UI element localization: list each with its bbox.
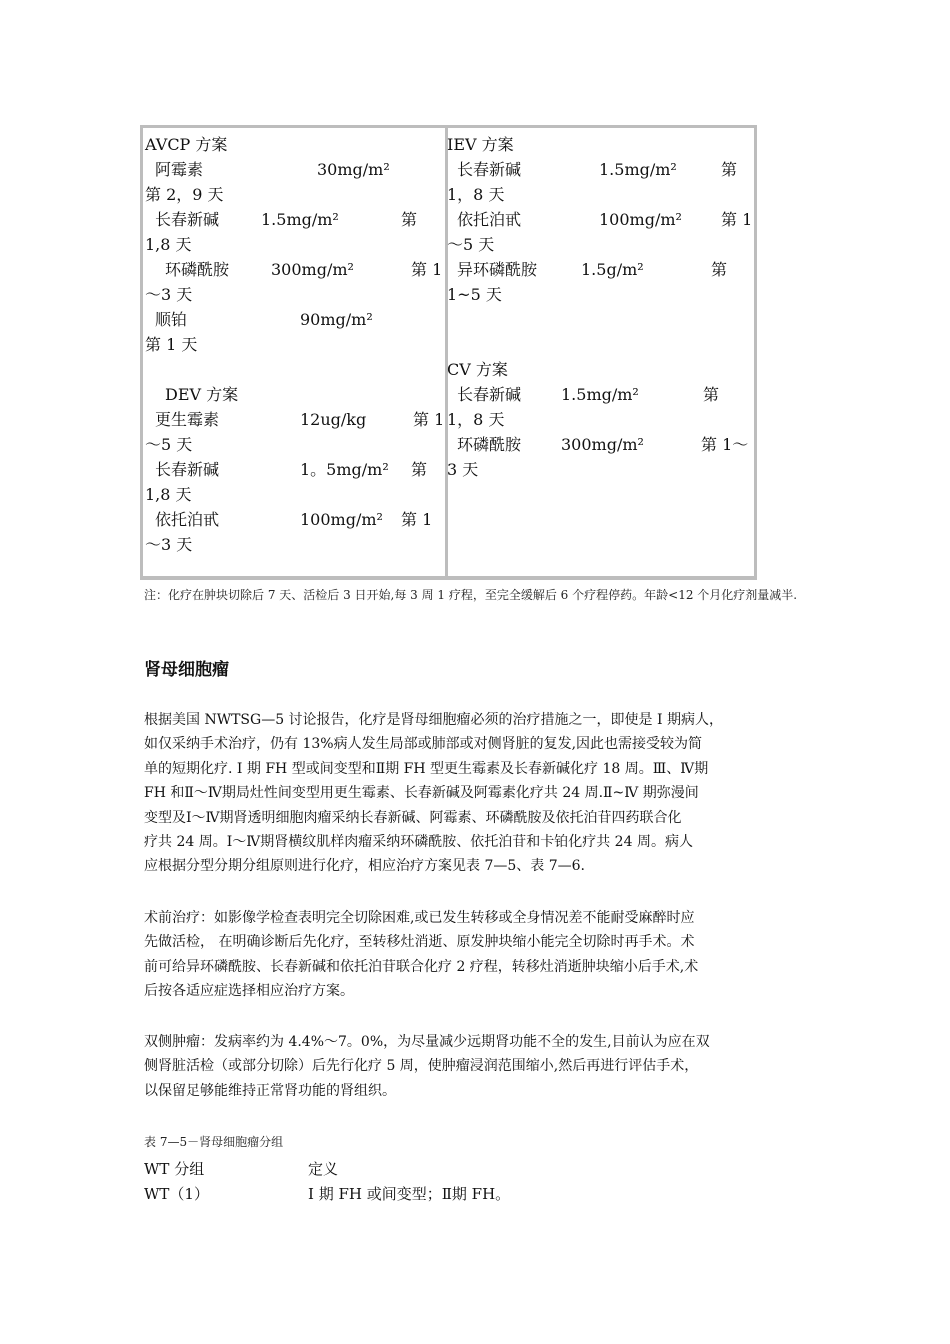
schedule: 1,8 天	[145, 235, 192, 254]
drug-name: 更生霉素	[155, 410, 220, 429]
drug-name: 阿霉素	[155, 160, 204, 179]
paragraph-chemo	[144, 708, 804, 879]
text-line: 根据美国 NWTSG—5 讨论报告，化疗是肾母细胞瘤必须的治疗措施之一，即使是 I 期病人，	[144, 712, 723, 728]
text-line: 疗共 24 周。Ⅰ～Ⅳ期肾横纹肌样肉瘤采纳环磷酰胺、依托泊苷和卡铂化疗共 24 周。病人	[144, 834, 693, 851]
schedule: 1，8 天	[447, 410, 505, 429]
text-line: 如仅采纳手术治疗，仍有 13%病人发生局部或肺部或对侧肾脏的复发,因此也需接受较为简	[144, 736, 703, 753]
table-row	[145, 257, 443, 282]
drug-name: 长春新碱	[155, 460, 220, 479]
drug-name: 依托泊甙	[155, 510, 220, 529]
dose: 100mg/m²	[300, 510, 383, 529]
table-row	[145, 332, 443, 357]
drug-name: 长春新碱	[457, 385, 522, 404]
dose: 12ug/kg	[300, 410, 367, 429]
table-row	[145, 457, 443, 482]
schedule: 第 1 天	[145, 335, 198, 354]
table-row	[145, 482, 443, 507]
dose: 100mg/m²	[599, 210, 682, 229]
schedule: 第 1	[411, 260, 443, 279]
schedule: 3 天	[447, 460, 479, 479]
dose: 1。5mg/m²	[300, 460, 389, 479]
spacer	[145, 357, 443, 382]
regimen-table	[140, 125, 757, 580]
regimen-title: CV 方案	[447, 360, 508, 379]
table-row	[145, 232, 443, 257]
table-row	[145, 307, 443, 332]
right-column	[447, 132, 755, 482]
table-inner-border	[143, 576, 754, 577]
schedule: 第	[721, 160, 738, 179]
schedule: 第 2，9 天	[145, 185, 224, 204]
schedule: 第 1	[721, 210, 753, 229]
paragraph-preop	[144, 906, 804, 1004]
schedule: 第	[401, 210, 418, 229]
text-line: 前可给异环磷酰胺、长春新碱和依托泊苷联合化疗 2 疗程，转移灶消逝肿块缩小后手术,术	[144, 958, 699, 975]
table-row	[145, 282, 443, 307]
regimen-title: DEV 方案	[165, 385, 239, 404]
drug-name: 异环磷酰胺	[457, 260, 538, 279]
spacer	[447, 307, 755, 357]
dose: 300mg/m²	[271, 260, 354, 279]
table-note: 注：化疗在肿块切除后 7 天、活检后 3 日开始,每 3 周 1 疗程，至完全缓解后 6 个疗程停药。年龄<12 个月化疗剂量减半.	[144, 588, 798, 602]
schedule: 第 1	[413, 410, 445, 429]
dev-title-row	[145, 382, 443, 407]
schedule: 第	[711, 260, 728, 279]
iev-title-row	[447, 132, 755, 157]
table-row	[447, 432, 755, 457]
dose: 1.5mg/m²	[561, 385, 639, 404]
drug-name: 环磷酰胺	[165, 260, 230, 279]
text-line: 双侧肿瘤：发病率约为 4.4%～7。0%，为尽量减少远期肾功能不全的发生,目前认为应在双	[144, 1034, 710, 1050]
text-line: 变型及Ⅰ～Ⅳ期肾透明细胞肉瘤采纳长春新碱、阿霉素、环磷酰胺及依托泊苷四药联合化	[144, 809, 682, 826]
schedule: 1，8 天	[447, 185, 505, 204]
drug-name: 长春新碱	[155, 210, 220, 229]
schedule: 第 1～	[701, 435, 749, 454]
table-cell: WT（1）	[144, 1185, 209, 1203]
section-heading: 肾母细胞瘤	[144, 660, 229, 680]
table-row	[145, 157, 443, 182]
drug-name: 长春新碱	[457, 160, 522, 179]
paragraph-bilateral	[144, 1030, 804, 1103]
schedule: ～5 天	[447, 235, 495, 254]
regimen-title: IEV 方案	[447, 135, 514, 154]
table-row	[145, 207, 443, 232]
column-header: 定义	[308, 1160, 339, 1178]
schedule: ～3 天	[145, 285, 193, 304]
regimen-title: AVCP 方案	[145, 135, 228, 154]
table-row	[145, 432, 443, 457]
schedule: 第	[703, 385, 720, 404]
text-line: 侧肾脏活检（或部分切除）后先行化疗 5 周，使肿瘤浸润范围缩小,然后再进行评估手术，	[144, 1058, 699, 1075]
table-row	[145, 407, 443, 432]
text-line: 单的短期化疗. I 期 FH 型或间变型和Ⅱ期 FH 型更生霉素及长春新碱化疗 18 周。Ⅲ、Ⅳ期	[144, 760, 709, 777]
table-row	[447, 207, 755, 232]
text-line: 以保留足够能维持正常肾功能的肾组织。	[144, 1082, 396, 1099]
text-line: 应根据分型分期分组原则进行化疗，相应治疗方案见表 7—5、表 7—6.	[144, 858, 585, 875]
dose: 90mg/m²	[300, 310, 373, 329]
table-row	[447, 157, 755, 182]
drug-name: 顺铂	[155, 310, 188, 329]
schedule: 第 1	[401, 510, 433, 529]
schedule: 第	[411, 460, 428, 479]
schedule: 1,8 天	[145, 485, 192, 504]
text-line: 先做活检， 在明确诊断后先化疗，至转移灶消逝、原发肿块缩小能完全切除时再手术。术	[144, 934, 695, 951]
table-row	[145, 182, 443, 207]
avcp-title-row	[145, 132, 443, 157]
table-row	[447, 182, 755, 207]
table-row	[145, 532, 443, 557]
cv-title-row	[447, 357, 755, 382]
drug-name: 依托泊甙	[457, 210, 522, 229]
table-cell: I 期 FH 或间变型；Ⅱ期 FH。	[308, 1185, 511, 1203]
dose: 1.5mg/m²	[599, 160, 677, 179]
schedule: 1~5 天	[447, 285, 502, 304]
dose: 300mg/m²	[561, 435, 644, 454]
drug-name: 环磷酰胺	[457, 435, 522, 454]
schedule: ～3 天	[145, 535, 193, 554]
table-row	[447, 232, 755, 257]
table-row	[447, 257, 755, 282]
text-line: 术前治疗：如影像学检查表明完全切除困难,或已发生转移或全身情况差不能耐受麻醉时应	[144, 910, 695, 926]
dose: 1.5mg/m²	[261, 210, 339, 229]
dose: 1.5g/m²	[581, 260, 644, 279]
dose: 30mg/m²	[317, 160, 390, 179]
table-row	[447, 282, 755, 307]
left-column	[145, 132, 443, 557]
text-line: FH 和Ⅱ～Ⅳ期局灶性间变型用更生霉素、长春新碱及阿霉素化疗共 24 周.Ⅱ~Ⅳ 期弥漫间	[144, 785, 699, 802]
table-row	[447, 382, 755, 407]
table-row	[145, 507, 443, 532]
schedule: ～5 天	[145, 435, 193, 454]
column-header: WT 分组	[144, 1160, 205, 1178]
table-caption: 表 7—5－肾母细胞瘤分组	[144, 1135, 284, 1149]
table-row	[447, 457, 755, 482]
text-line: 后按各适应症选择相应治疗方案。	[144, 983, 354, 1000]
table-row	[447, 407, 755, 432]
